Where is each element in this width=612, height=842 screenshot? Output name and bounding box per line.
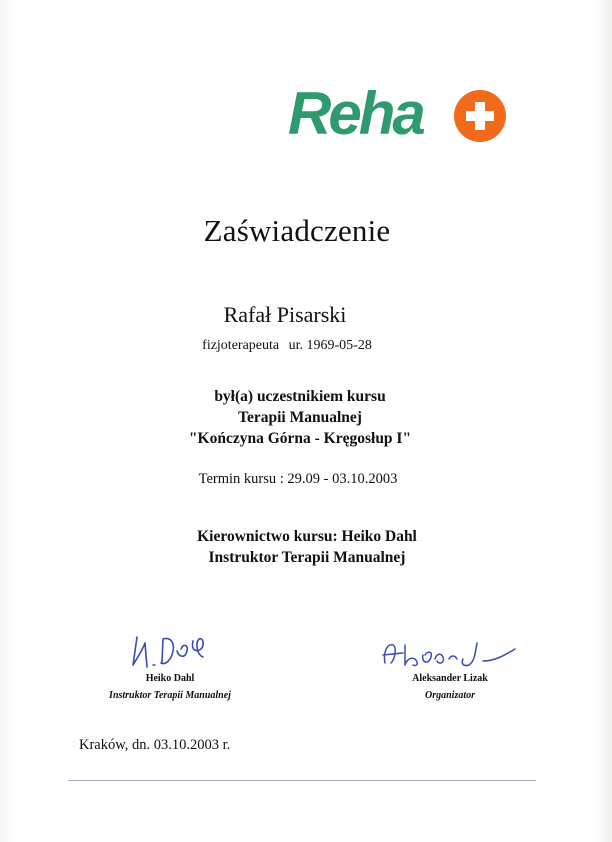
plus-icon <box>454 90 506 142</box>
signature-organizer-handwriting <box>365 625 535 673</box>
recipient-name: Rafał Pisarski <box>223 302 347 327</box>
place-and-date: Kraków, dn. 03.10.2003 r. <box>79 737 231 753</box>
direction-line-2: Instruktor Terapii Manualnej <box>208 549 406 566</box>
signature-role-instructor: Instruktor Terapii Manualnej <box>109 690 231 701</box>
footer-divider <box>68 780 536 781</box>
birth-date-text: ur. 1969-05-28 <box>288 338 372 353</box>
course-line-3: "Kończyna Górna - Kręgosłup I" <box>188 430 412 447</box>
signature-block-organizer <box>350 625 550 701</box>
signature-instructor-handwriting <box>115 625 225 673</box>
course-line-1: był(a) uczestnikiem kursu <box>214 388 386 405</box>
certificate-title: Zaświadczenie <box>203 213 391 248</box>
direction-line-1: Kierownictwo kursu: Heiko Dahl <box>197 528 417 545</box>
signature-block-instructor <box>80 625 260 701</box>
reha-logo-text: Reha <box>288 80 423 147</box>
course-term: Termin kursu : 29.09 - 03.10.2003 <box>198 471 398 487</box>
reha-logo-graphic <box>282 80 514 150</box>
course-info <box>0 386 600 449</box>
profession-text: fizjoterapeuta <box>202 338 280 353</box>
course-direction <box>0 526 612 568</box>
recipient-details <box>0 338 574 354</box>
course-line-2: Terapii Manualnej <box>238 409 362 426</box>
signature-name-instructor: Heiko Dahl <box>145 673 195 684</box>
reha-logo <box>282 80 514 150</box>
signature-name-organizer: Aleksander Lizak <box>412 673 488 684</box>
signature-role-organizer: Organizator <box>424 690 475 701</box>
